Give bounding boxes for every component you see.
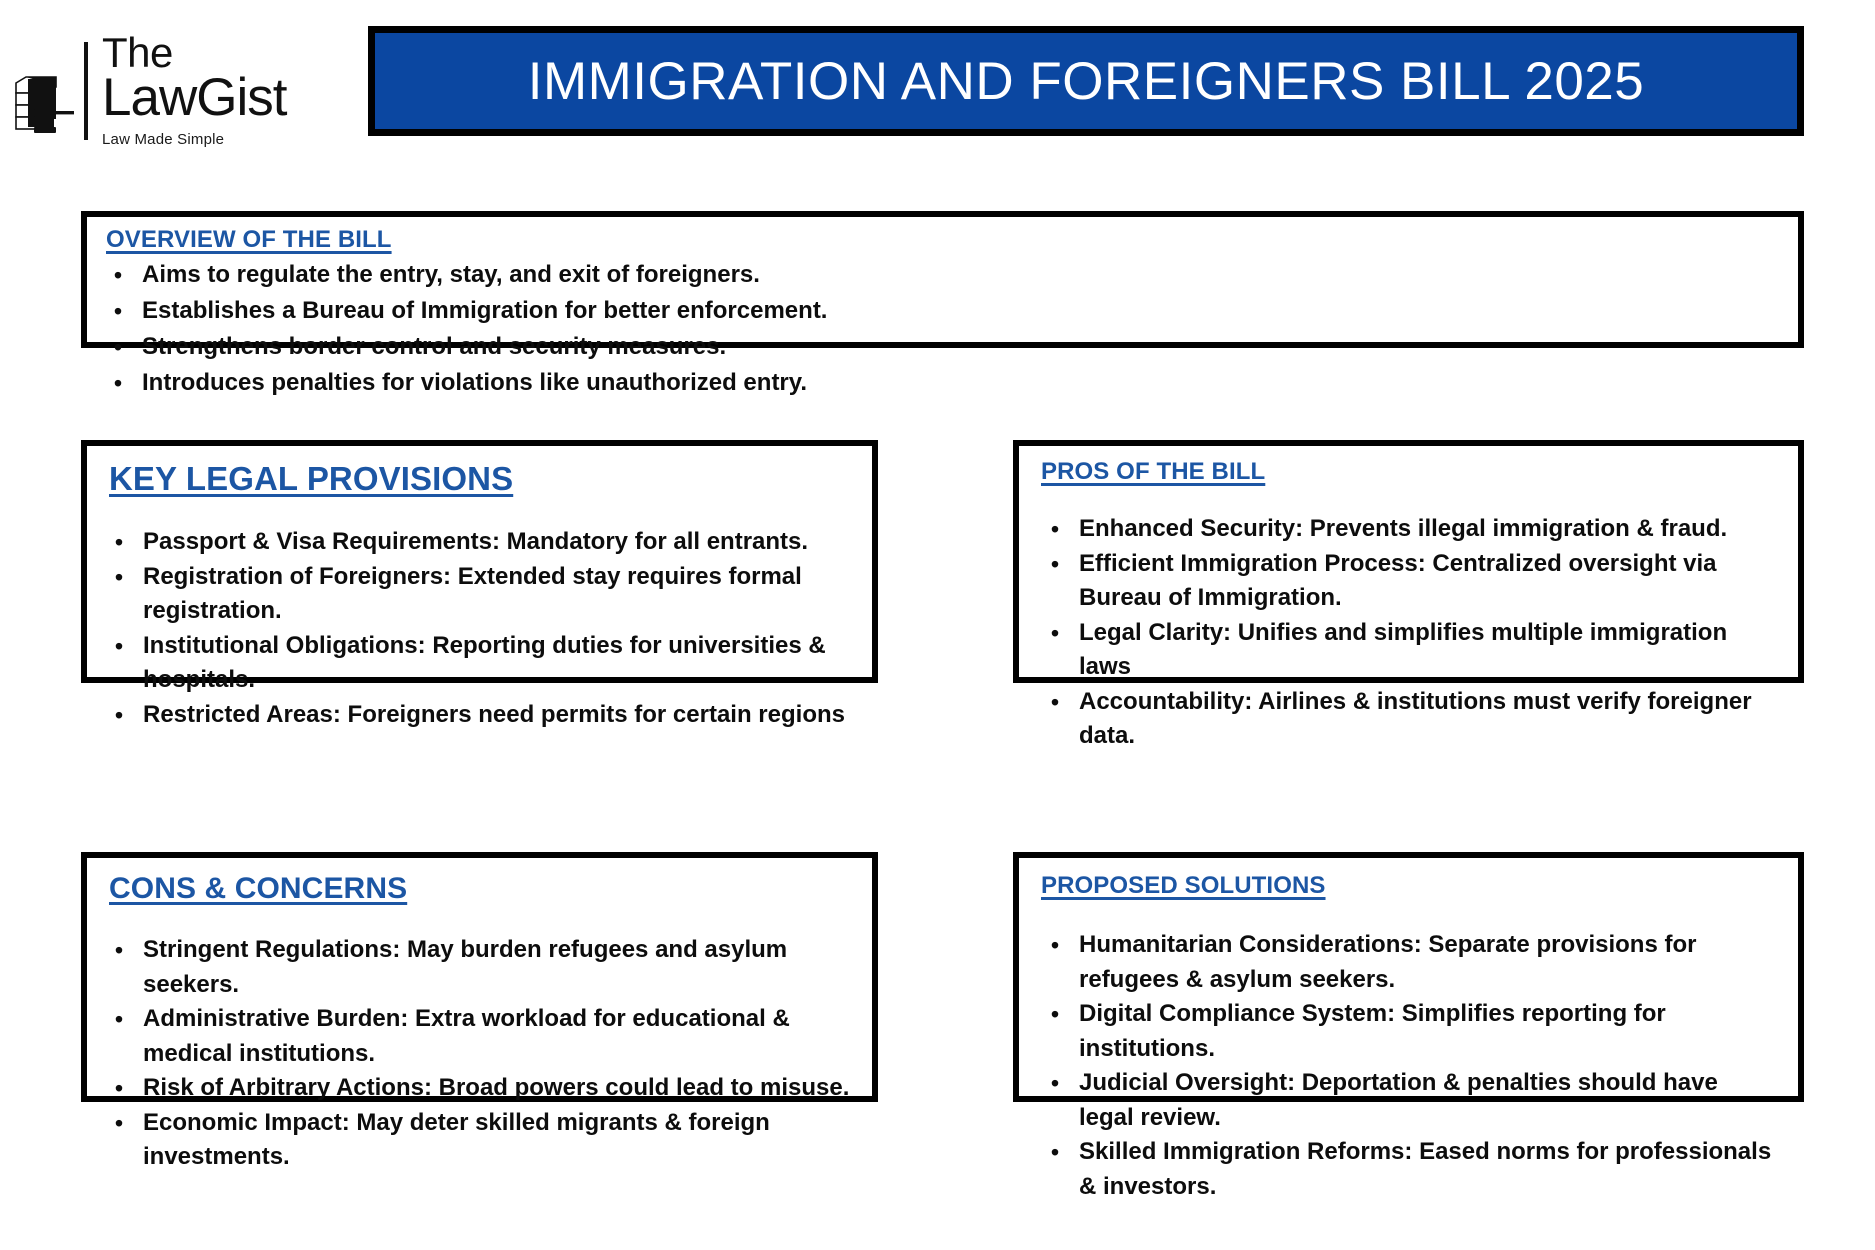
page-header [0,0,1875,175]
books-and-gavel-icon [10,65,76,145]
list-item: • Strengthens border control and security measures. [100,329,1798,365]
list-item: • Efficient Immigration Process: Centralized oversight via Bureau of Immigration. [1037,547,1798,616]
list-item: • Aims to regulate the entry, stay, and exit of foreigners. [100,257,1798,293]
panel-cons-list [87,933,872,1175]
page-title: IMMIGRATION AND FOREIGNERS BILL 2025 [527,51,1645,111]
list-item: • Passport & Visa Requirements: Mandatory for all entrants. [101,525,872,560]
panel-overview-heading: OVERVIEW OF THE BILL [106,226,392,253]
list-item: • Restricted Areas: Foreigners need permits for certain regions [101,698,872,733]
list-item: • Stringent Regulations: May burden refugees and asylum seekers. [101,933,872,1002]
brand-line-lawgist: LawGist [102,68,287,128]
panel-cons-heading: CONS & CONCERNS [109,872,408,905]
brand-logo [10,28,290,153]
list-item: • Administrative Burden: Extra workload for educational & medical institutions. [101,1002,872,1071]
list-item: • Legal Clarity: Unifies and simplifies multiple immigration laws [1037,616,1798,685]
list-item: • Digital Compliance System: Simplifies reporting for institutions. [1037,997,1798,1066]
list-item: • Humanitarian Considerations: Separate provisions for refugees & asylum seekers. [1037,928,1798,997]
list-item: • Risk of Arbitrary Actions: Broad powers could lead to misuse. [101,1071,872,1106]
brand-line-the: The [102,28,173,76]
panel-proposed-solutions [1013,852,1804,1200]
title-banner [368,26,1804,136]
list-item: • Institutional Obligations: Reporting duties for universities & hospitals. [101,629,872,698]
panel-key-legal-provisions [81,440,878,728]
list-item: • Accountability: Airlines & institutions must verify foreigner data. [1037,685,1798,754]
panel-pros-heading: PROS OF THE BILL [1041,458,1266,485]
brand-wordmark [102,28,287,149]
panel-key-legal-provisions-heading: KEY LEGAL PROVISIONS [109,460,514,497]
panel-overview [81,211,1804,396]
panel-proposed-solutions-heading: PROPOSED SOLUTIONS [1041,872,1326,899]
list-item: • Establishes a Bureau of Immigration for better enforcement. [100,293,1798,329]
list-item: • Economic Impact: May deter skilled migrants & foreign investments. [101,1106,872,1175]
panel-key-legal-provisions-list [87,525,872,732]
panel-pros [1013,440,1804,749]
panel-pros-list [1019,512,1798,754]
list-item: • Skilled Immigration Reforms: Eased norms for professionals & investors. [1037,1135,1798,1204]
panel-overview-list [87,257,1798,401]
panel-proposed-solutions-list [1019,928,1798,1204]
list-item: • Introduces penalties for violations like unauthorized entry. [100,365,1798,401]
list-item: • Registration of Foreigners: Extended stay requires formal registration. [101,560,872,629]
logo-divider [84,42,88,140]
brand-tagline: Law Made Simple [102,131,225,149]
list-item: • Enhanced Security: Prevents illegal immigration & fraud. [1037,512,1798,547]
panel-cons [81,852,878,1170]
list-item: • Judicial Oversight: Deportation & penalties should have legal review. [1037,1066,1798,1135]
